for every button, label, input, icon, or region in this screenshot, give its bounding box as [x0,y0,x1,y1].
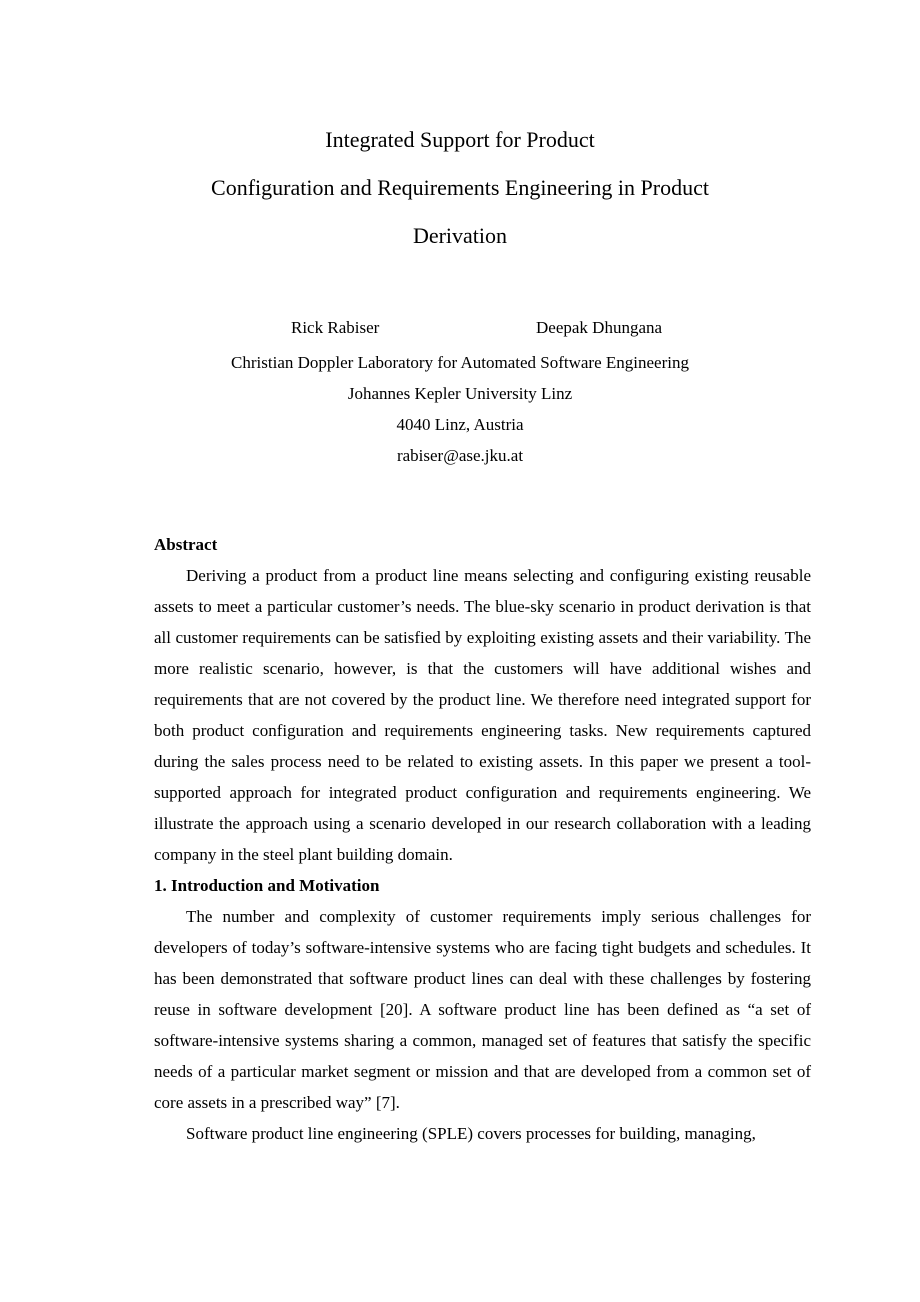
affiliation-lab: Christian Doppler Laboratory for Automated Software Engineering [231,353,689,372]
introduction-heading: 1. Introduction and Motivation [154,876,380,895]
title-line-3: Derivation [412,223,508,248]
abstract-heading: Abstract [154,535,218,554]
paper-title [0,116,920,260]
intro-paragraph-1: The number and complexity of customer requirements imply serious challenges for developers of today’s software-intensive systems who are facing tight budgets and schedules. It has been demonstrated that software product lines can deal with these challenges by fostering reuse in software development [20]. A software product line has been defined as “a set of software-intensive systems sharing a common, managed set of features that satisfy the specific needs of a particular market segment or mission and that are developed from a common set of core assets in a prescribed way” [7]. [154,907,811,1112]
affiliation [0,347,920,471]
affiliation-address: 4040 Linz, Austria [396,415,524,434]
author-deepak-dhungana: Deepak Dhungana [536,318,663,337]
authors [0,316,920,340]
author-email: rabiser@ase.jku.at [396,446,524,465]
author-rick-rabiser: Rick Rabiser [291,318,380,337]
affiliation-university: Johannes Kepler University Linz [347,384,573,403]
abstract-text: Deriving a product from a product line means selecting and configuring existing reusable assets to meet a particular customer’s needs. The blue-sky scenario in product derivation is that all customer requirements can be satisfied by exploiting existing assets and their variability. The more realistic scenario, however, is that the customers will have additional wishes and requirements that are not covered by the product line. We therefore need integrated support for both product configuration and requirements engineering tasks. New requirements captured during the sales process need to be related to existing assets. In this paper we present a tool-supported approach for integrated product configuration and requirements engineering. We illustrate the approach using a scenario developed in our research collaboration with a leading company in the steel plant building domain. [154,566,811,864]
title-line-1: Integrated Support for Product [325,127,595,152]
intro-paragraph-2: Software product line engineering (SPLE) covers processes for building, managing, [186,1124,756,1143]
title-line-2: Configuration and Requirements Engineering in Product [211,175,709,200]
paper-body [154,529,811,1149]
